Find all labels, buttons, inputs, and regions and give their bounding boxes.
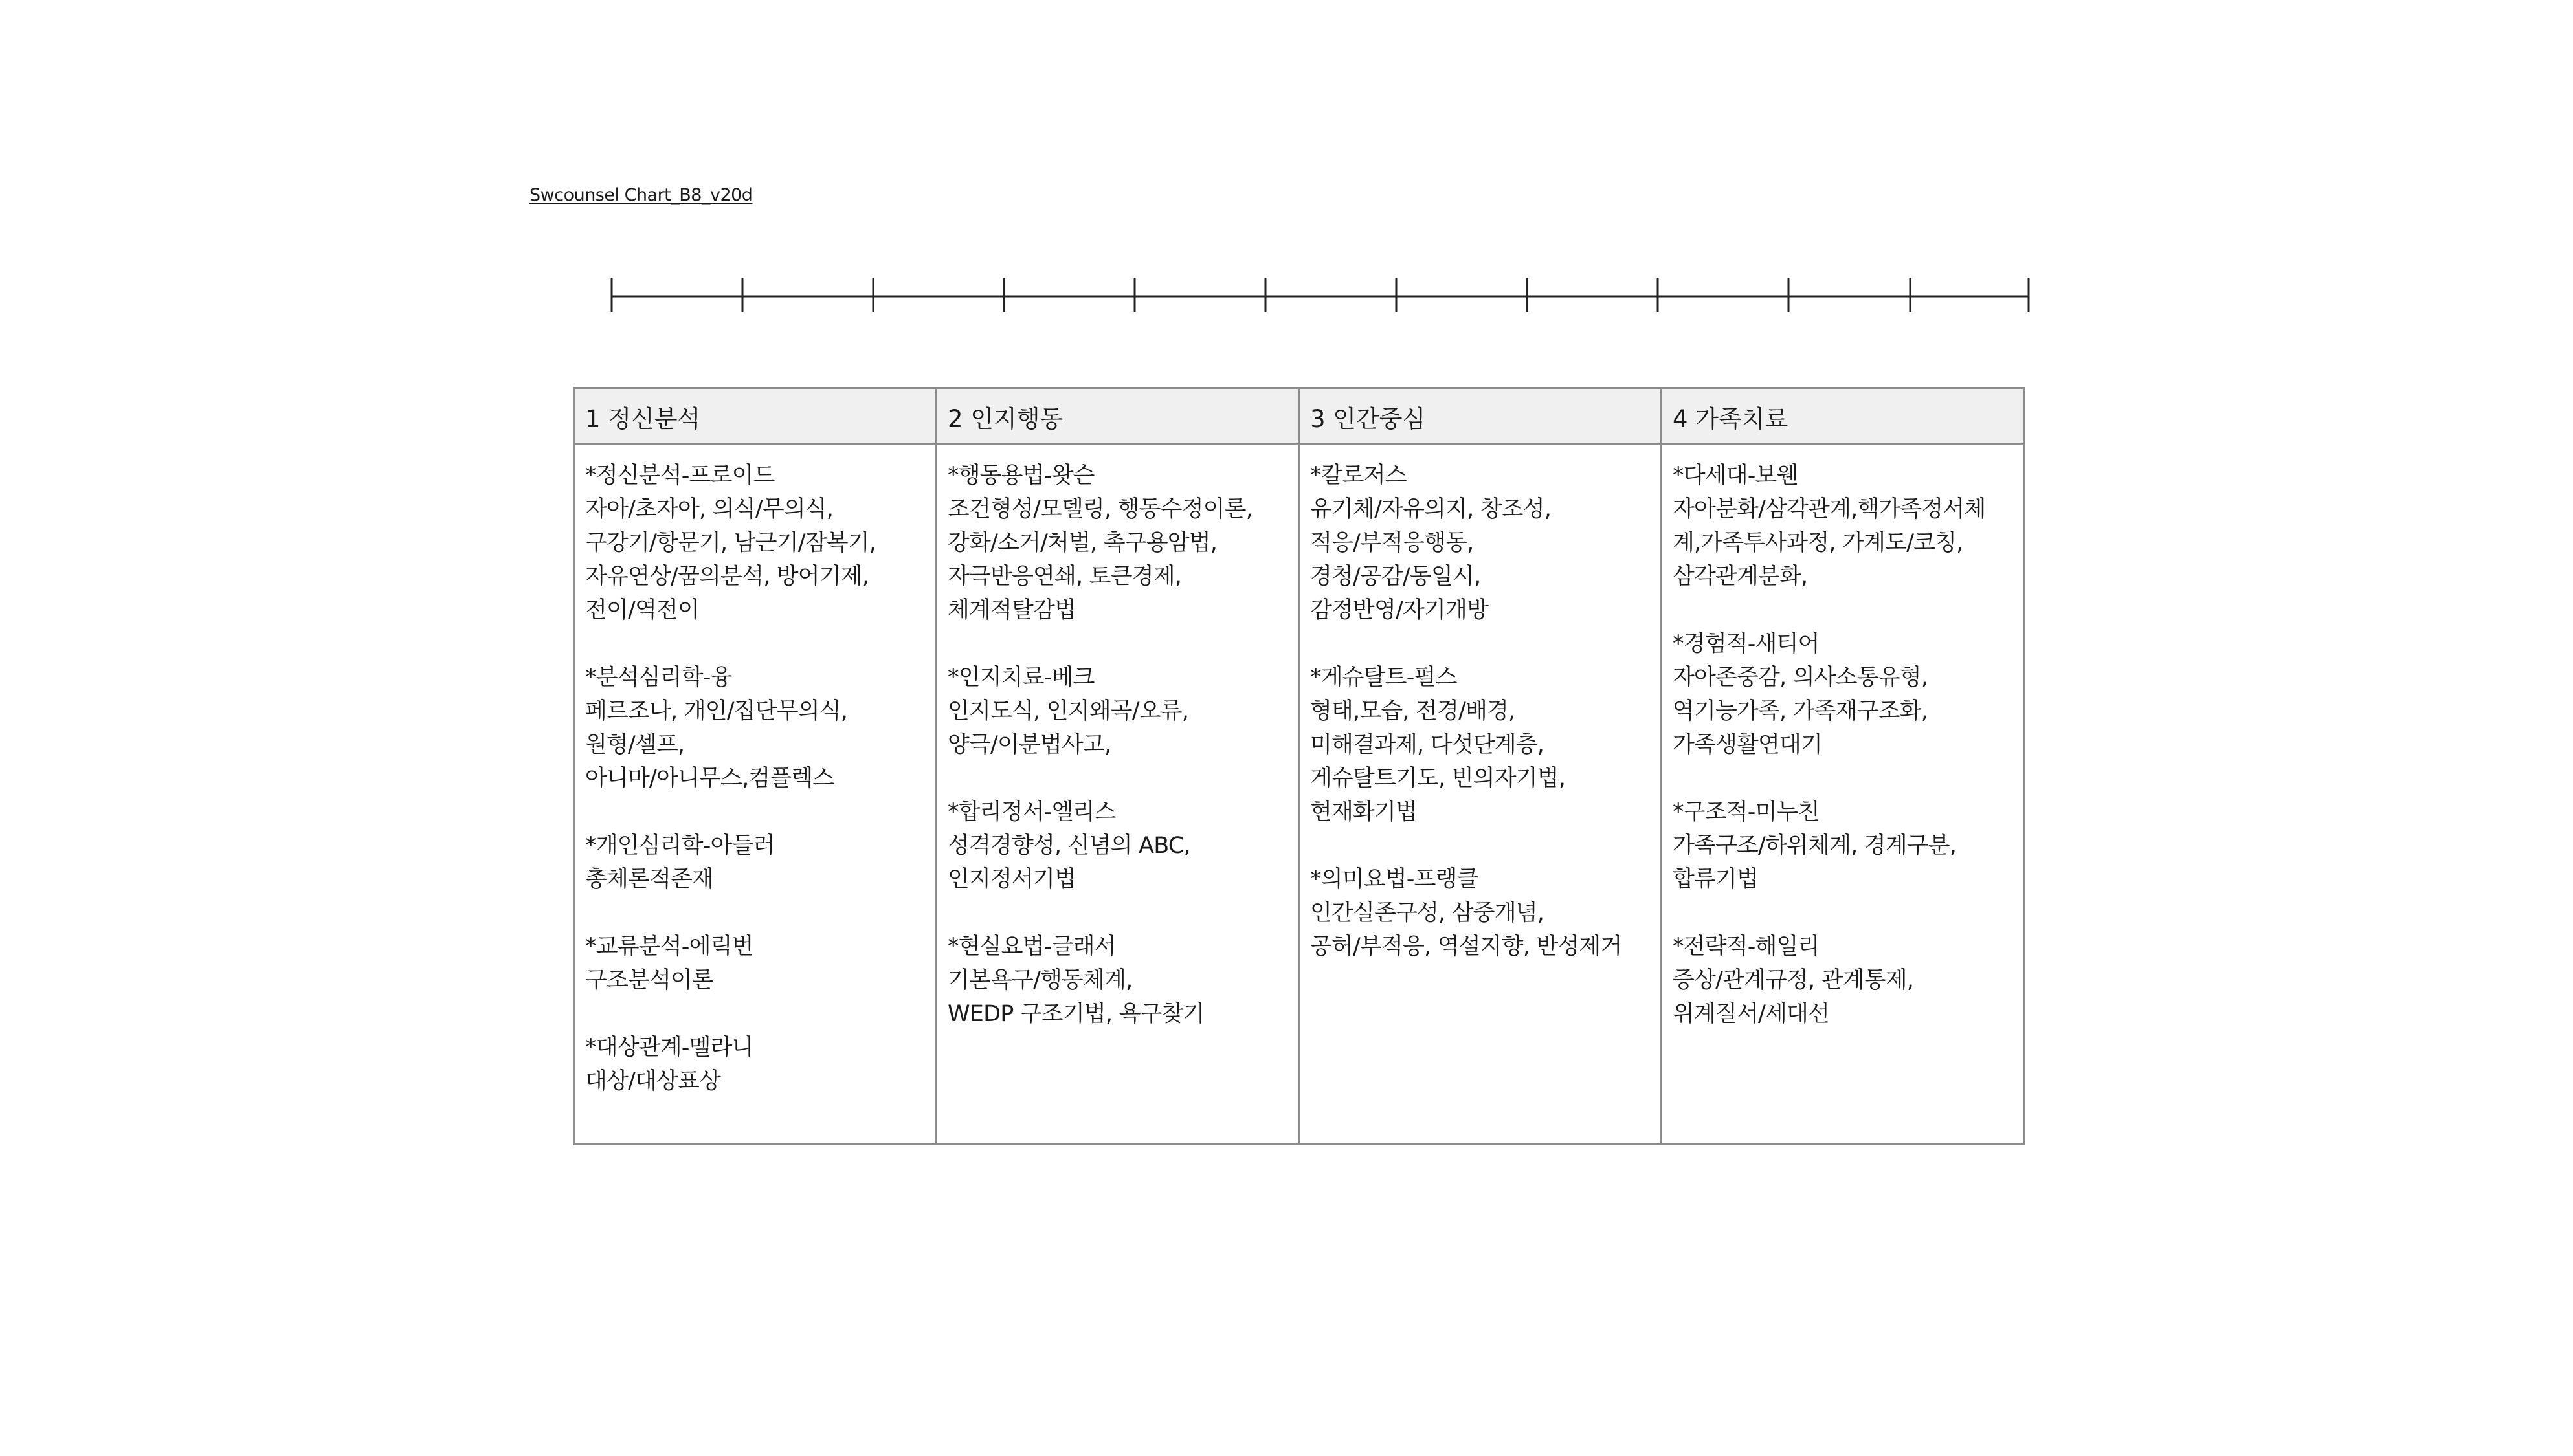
theory-title: *게슈탈트-펄스 bbox=[1310, 665, 1457, 690]
theory-keywords: 대상/대상표상 bbox=[585, 1068, 721, 1094]
theory-keywords: 인지도식, 인지왜곡/오류, bbox=[948, 698, 1189, 724]
theory-title: *합리정서-엘리스 bbox=[948, 799, 1116, 825]
theory-keywords: 적응/부적응행동, bbox=[1310, 530, 1474, 556]
column-header: 4 가족치료 bbox=[1662, 388, 2024, 444]
theory-keywords: 원형/셀프, bbox=[585, 732, 685, 758]
column-header: 1 정신분석 bbox=[574, 388, 937, 444]
theory-group bbox=[585, 829, 935, 896]
theory-keywords: 자아/초자아, 의식/무의식, bbox=[585, 496, 834, 522]
theory-group bbox=[585, 661, 935, 795]
theory-keywords: 자아존중감, 의사소통유형, bbox=[1673, 665, 1928, 690]
column-cell bbox=[574, 444, 937, 1145]
theory-group bbox=[1310, 459, 1660, 627]
timeline-ruler bbox=[0, 0, 2573, 336]
column-cell bbox=[1299, 444, 1662, 1145]
theory-keywords: 전이/역전이 bbox=[585, 597, 700, 623]
theory-keywords: 체계적탈감법 bbox=[948, 597, 1076, 623]
column-cell bbox=[1662, 444, 2024, 1145]
theory-keywords: 인간실존구성, 삼중개념, bbox=[1310, 900, 1544, 926]
theory-keywords: 강화/소거/처벌, 촉구용암법, bbox=[948, 530, 1218, 556]
theory-title: *구조적-미누친 bbox=[1673, 799, 1820, 825]
theory-title: *의미요법-프랭클 bbox=[1310, 866, 1478, 892]
theory-keywords: 아니마/아니무스,컴플렉스 bbox=[585, 766, 834, 791]
theory-title: *행동용법-왓슨 bbox=[948, 463, 1095, 489]
theory-group bbox=[585, 930, 935, 997]
theory-keywords: 증상/관계규정, 관계통제, bbox=[1673, 967, 1914, 993]
document-title: Swcounsel Chart_B8_v20d bbox=[529, 185, 753, 205]
theory-keywords: 총체론적존재 bbox=[585, 866, 714, 892]
theory-keywords: 계,가족투사과정, 가계도/코칭, bbox=[1673, 530, 1963, 556]
theory-keywords: 페르조나, 개인/집단무의식, bbox=[585, 698, 848, 724]
column-header: 2 인지행동 bbox=[937, 388, 1299, 444]
theory-keywords: 감정반영/자기개방 bbox=[1310, 597, 1489, 623]
timeline-ticks bbox=[612, 278, 2029, 312]
theory-title: *전략적-해일리 bbox=[1673, 934, 1820, 960]
column-header: 3 인간중심 bbox=[1299, 388, 1662, 444]
theory-keywords: 양극/이분법사고, bbox=[948, 732, 1111, 758]
theory-title: *인지치료-베크 bbox=[948, 665, 1095, 690]
theory-group bbox=[948, 795, 1298, 896]
theory-keywords: 게슈탈트기도, 빈의자기법, bbox=[1310, 766, 1566, 791]
theory-keywords: 역기능가족, 가족재구조화, bbox=[1673, 698, 1928, 724]
theory-title: *교류분석-에릭번 bbox=[585, 934, 753, 960]
theory-group bbox=[948, 459, 1298, 627]
theory-keywords: 현재화기법 bbox=[1310, 799, 1418, 825]
theory-title: *경험적-새티어 bbox=[1673, 631, 1820, 657]
theory-keywords: 자아분화/삼각관계,핵가족정서체 bbox=[1673, 496, 1986, 522]
theory-group bbox=[1673, 795, 2023, 896]
theory-keywords: 자극반응연쇄, 토큰경제, bbox=[948, 564, 1182, 590]
theory-group bbox=[1673, 930, 2023, 1031]
theory-group bbox=[1310, 661, 1660, 829]
theory-group bbox=[585, 459, 935, 627]
theory-title: *다세대-보웬 bbox=[1673, 463, 1798, 489]
theory-group bbox=[948, 930, 1298, 1031]
theory-keywords: 합류기법 bbox=[1673, 866, 1759, 892]
theory-keywords: 삼각관계분화, bbox=[1673, 564, 1808, 590]
theory-keywords: 조건형성/모델링, 행동수정이론, bbox=[948, 496, 1253, 522]
theory-title: *대상관계-멜라니 bbox=[585, 1035, 753, 1061]
theory-group bbox=[1310, 863, 1660, 964]
theory-keywords: WEDP 구조기법, 욕구찾기 bbox=[948, 1001, 1205, 1027]
column-cell bbox=[937, 444, 1299, 1145]
theory-keywords: 인지정서기법 bbox=[948, 866, 1076, 892]
theory-keywords: 위계질서/세대선 bbox=[1673, 1001, 1830, 1027]
theory-keywords: 유기체/자유의지, 창조성, bbox=[1310, 496, 1552, 522]
theory-keywords: 형태,모습, 전경/배경, bbox=[1310, 698, 1515, 724]
theory-title: *현실요법-글래서 bbox=[948, 934, 1116, 960]
counsel-chart-table bbox=[573, 387, 2025, 1145]
header-row bbox=[574, 388, 2024, 444]
theory-keywords: 기본욕구/행동체계, bbox=[948, 967, 1133, 993]
theory-title: *분석심리학-융 bbox=[585, 665, 732, 690]
theory-title: *정신분석-프로이드 bbox=[585, 463, 775, 489]
theory-keywords: 공허/부적응, 역설지향, 반성제거 bbox=[1310, 934, 1622, 960]
theory-keywords: 경청/공감/동일시, bbox=[1310, 564, 1481, 590]
theory-keywords: 자유연상/꿈의분석, 방어기제, bbox=[585, 564, 869, 590]
theory-group bbox=[1673, 459, 2023, 593]
theory-keywords: 가족구조/하위체계, 경계구분, bbox=[1673, 833, 1957, 859]
theory-group bbox=[1673, 627, 2023, 762]
theory-keywords: 구조분석이론 bbox=[585, 967, 714, 993]
theory-keywords: 성격경향성, 신념의 ABC, bbox=[948, 833, 1190, 859]
theory-group bbox=[585, 1031, 935, 1098]
theory-title: *칼로저스 bbox=[1310, 463, 1407, 489]
theory-title: *개인심리학-아들러 bbox=[585, 833, 775, 859]
theory-keywords: 가족생활연대기 bbox=[1673, 732, 1823, 758]
theory-group bbox=[948, 661, 1298, 762]
content-row bbox=[574, 444, 2024, 1145]
theory-keywords: 구강기/항문기, 남근기/잠복기, bbox=[585, 530, 876, 556]
theory-keywords: 미해결과제, 다섯단계층, bbox=[1310, 732, 1544, 758]
